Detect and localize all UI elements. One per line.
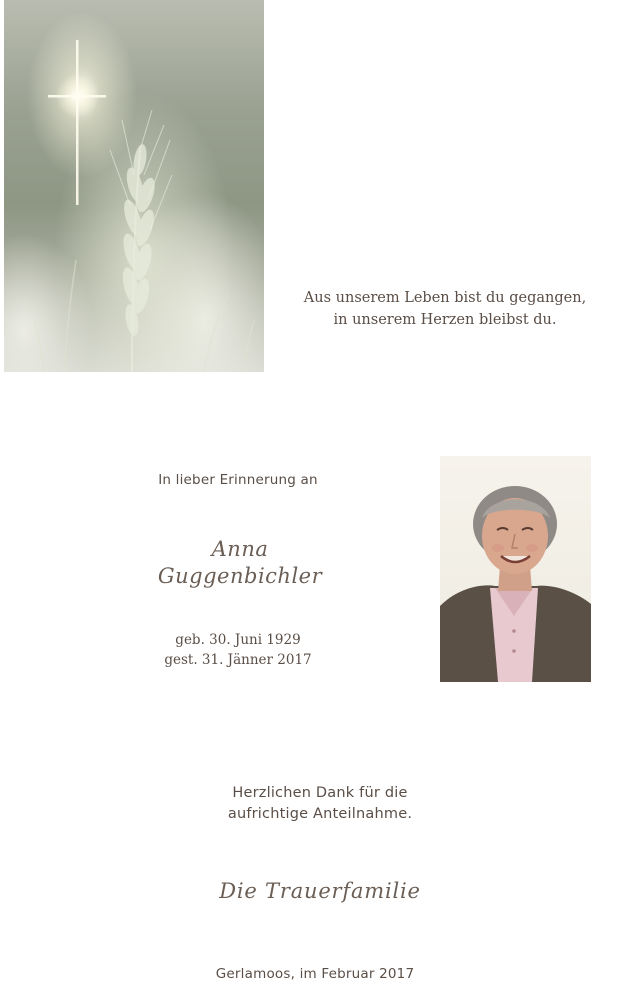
quote-line-2: in unserem Herzen bleibst du. [333, 312, 557, 328]
deceased-name [120, 536, 360, 590]
memorial-intro: In lieber Erinnerung an [158, 472, 318, 488]
quote-line-1: Aus unserem Leben bist du gegangen, [303, 290, 587, 306]
life-dates [120, 630, 356, 670]
birth-date: geb. 30. Juni 1929 [175, 632, 301, 648]
portrait-photo [440, 456, 591, 682]
death-date: gest. 31. Jänner 2017 [164, 652, 312, 668]
wheat-ear [120, 143, 159, 337]
thanks-line-2: aufrichtige Anteilnahme. [227, 806, 413, 822]
thanks-message [170, 783, 470, 825]
cross-wheat-image [4, 0, 264, 372]
cross-wheat-illustration [4, 0, 264, 372]
family-signature: Die Trauerfamilie [219, 879, 421, 903]
place-date: Gerlamoos, im Februar 2017 [215, 966, 415, 982]
cross-horizontal [48, 95, 106, 98]
cross-vertical [76, 40, 79, 205]
thanks-line-1: Herzlichen Dank für die [232, 785, 408, 801]
memorial-quote [290, 287, 600, 331]
first-name: Anna [211, 537, 269, 561]
last-name: Guggenbichler [157, 564, 323, 588]
portrait-illustration [440, 456, 591, 682]
